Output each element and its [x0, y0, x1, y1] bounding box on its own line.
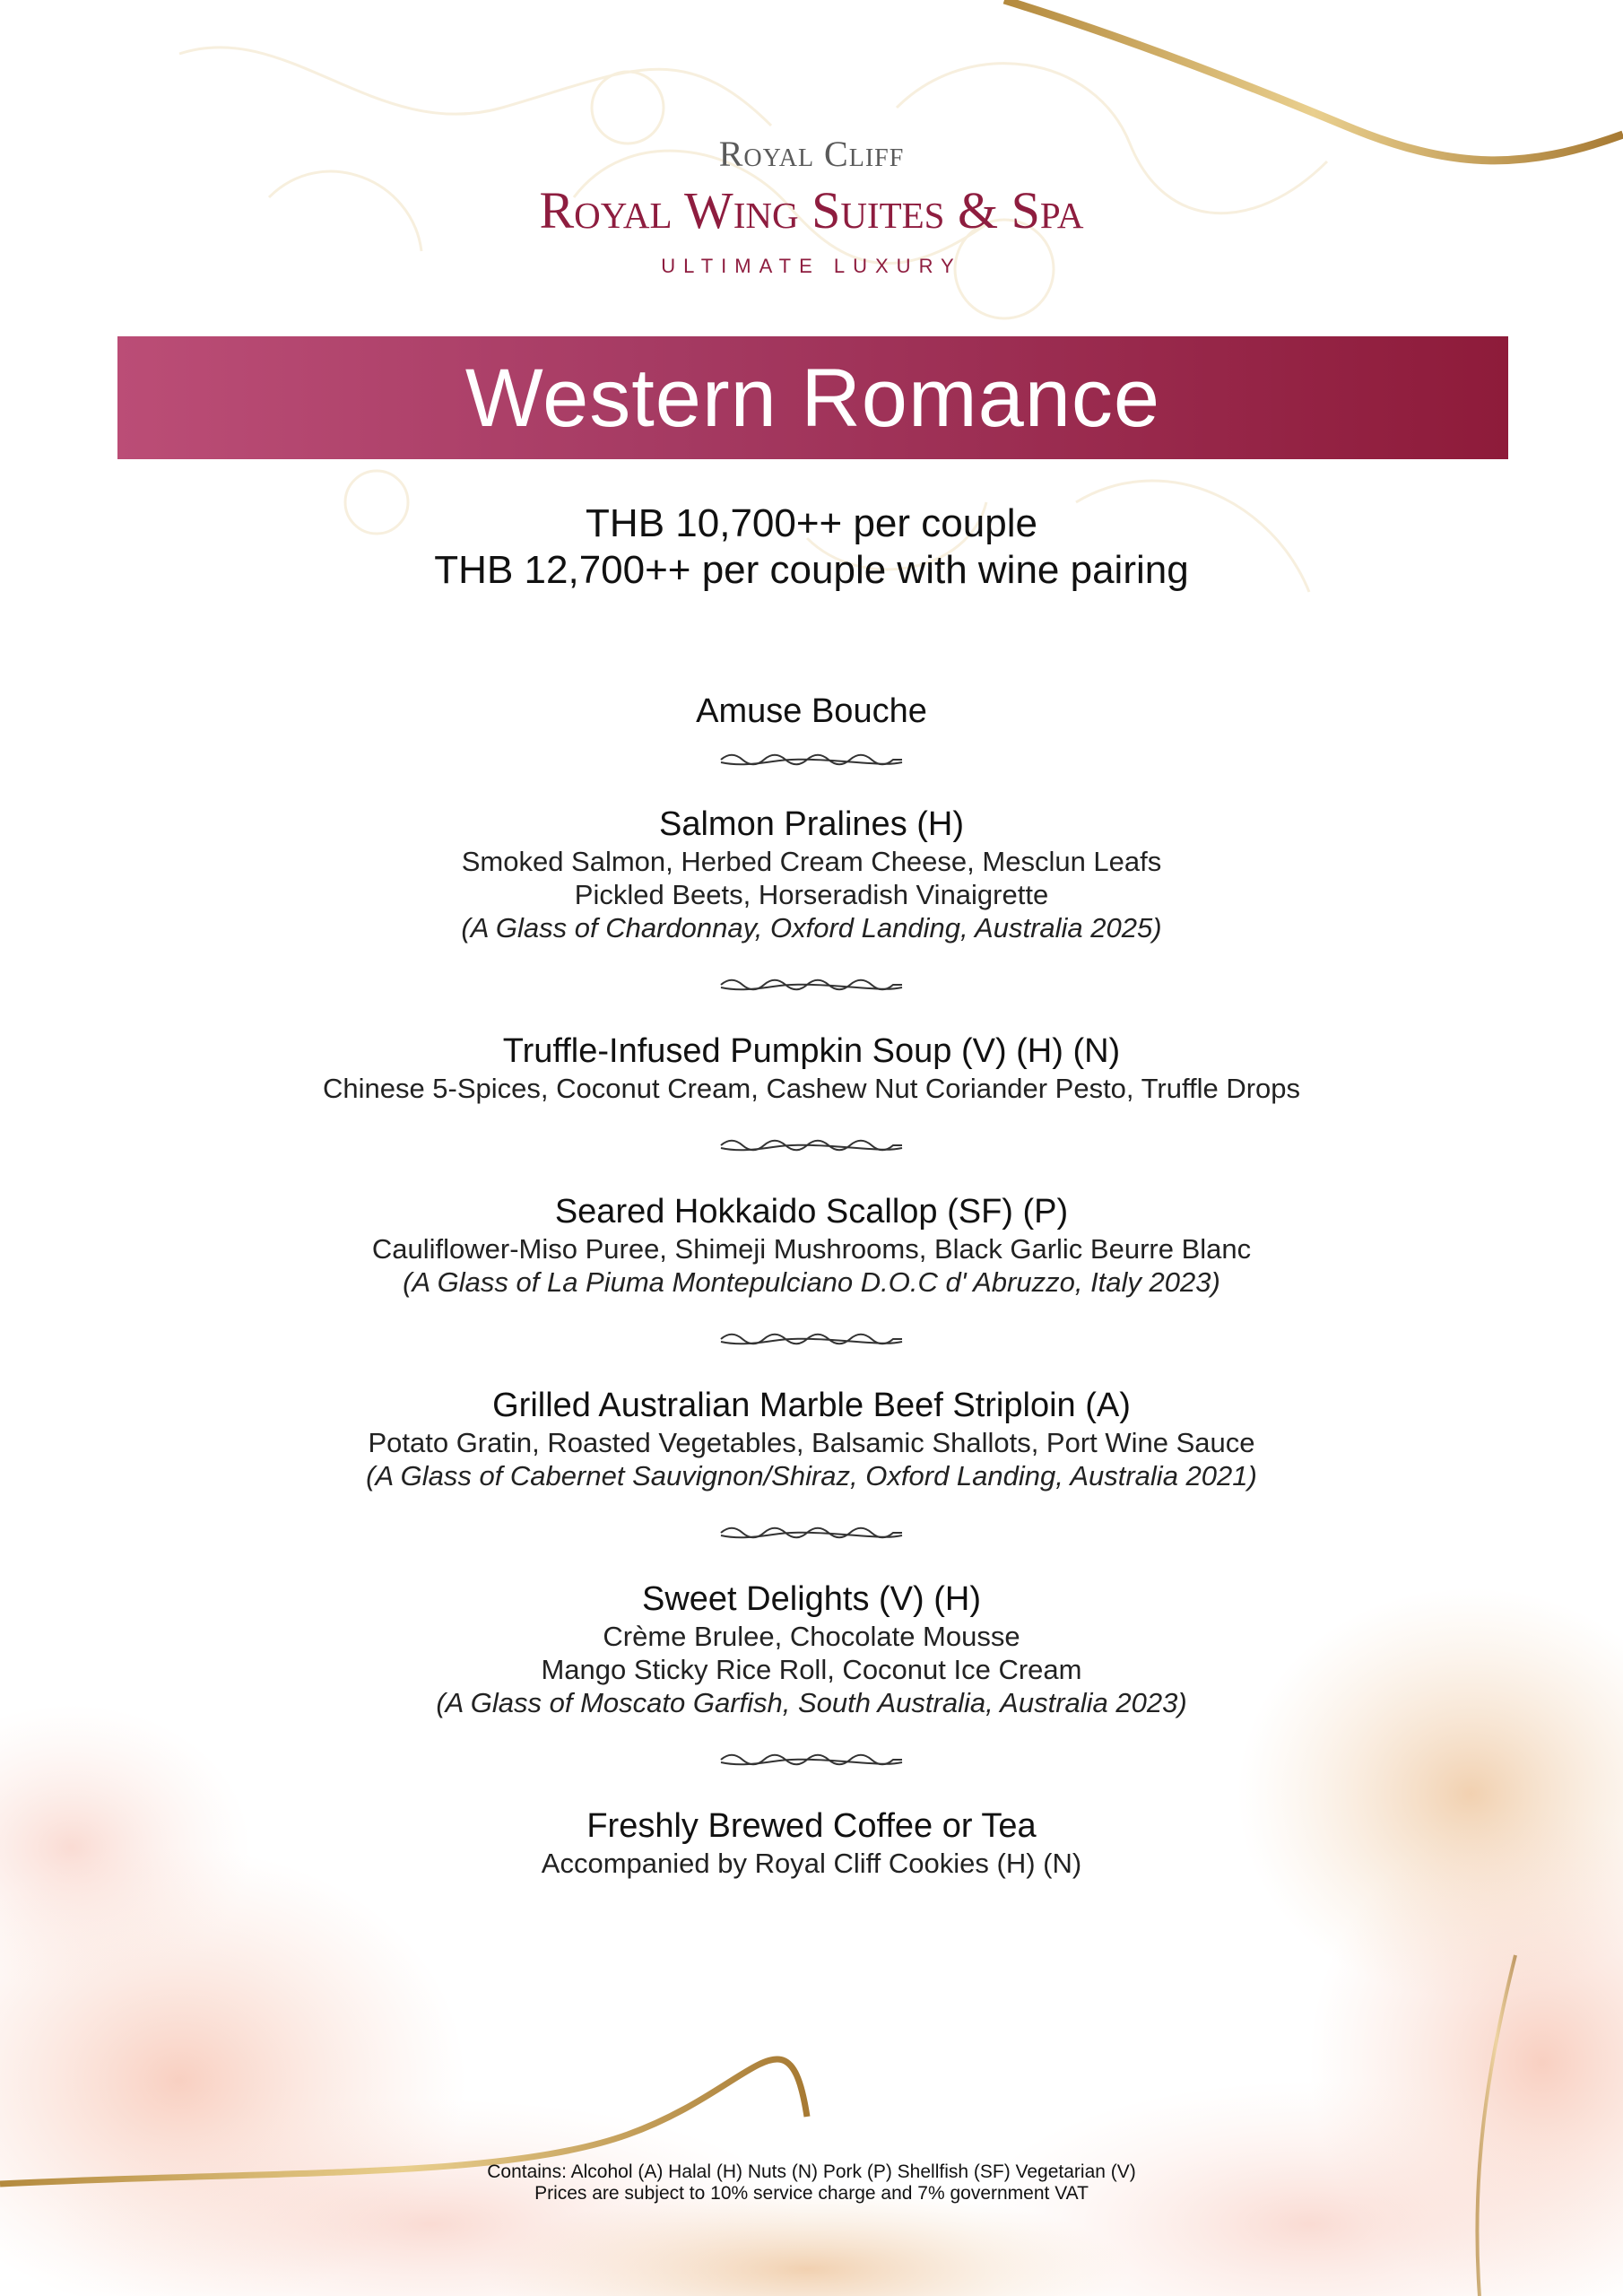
course-description: Chinese 5-Spices, Coconut Cream, Cashew Nut Coriander Pesto, Truffle Drops — [322, 1073, 1301, 1104]
title-banner — [117, 336, 1508, 459]
logo-brand: Royal Cliff — [718, 134, 905, 174]
course-item — [0, 1578, 1623, 1719]
course-list — [0, 691, 1623, 1880]
course-description: Potato Gratin, Roasted Vegetables, Balsamic Shallots, Port Wine Sauce — [368, 1427, 1255, 1458]
logo-name: Royal Wing Suites & Spa — [539, 181, 1084, 239]
course-title: Freshly Brewed Coffee or Tea — [586, 1807, 1037, 1845]
price-wine-pairing: THB 12,700++ per couple with wine pairing — [434, 548, 1189, 592]
course-description: Mango Sticky Rice Roll, Coconut Ice Cream — [541, 1654, 1082, 1685]
course-title: Grilled Australian Marble Beef Striploin (A) — [492, 1387, 1131, 1424]
price-couple: THB 10,700++ per couple — [586, 501, 1037, 545]
course-title: Sweet Delights (V) (H) — [642, 1580, 981, 1618]
course-description: Accompanied by Royal Cliff Cookies (H) (N) — [541, 1848, 1082, 1879]
ornament-divider-icon — [719, 1331, 904, 1347]
course-item — [0, 1385, 1623, 1492]
course-item — [0, 804, 1623, 944]
course-item — [0, 1805, 1623, 1880]
ornament-divider-icon — [719, 977, 904, 993]
course-description: Pickled Beets, Horseradish Vinaigrette — [574, 879, 1049, 910]
course-title: Truffle-Infused Pumpkin Soup (V) (H) (N) — [502, 1032, 1121, 1070]
wine-pairing: (A Glass of La Piuma Montepulciano D.O.C d' Abruzzo, Italy 2023) — [403, 1266, 1220, 1298]
allergen-legend: Contains: Alcohol (A) Halal (H) Nuts (N) Pork (P) Shellfish (SF) Vegetarian (V) — [487, 2161, 1136, 2182]
page-title: Western Romance — [464, 352, 1161, 444]
amuse-bouche: Amuse Bouche — [696, 692, 927, 730]
logo — [0, 133, 1623, 280]
course-title: Seared Hokkaido Scallop (SF) (P) — [554, 1193, 1069, 1231]
course-description: Cauliflower-Miso Puree, Shimeji Mushrooms, Black Garlic Beurre Blanc — [371, 1233, 1252, 1265]
ornament-divider-icon — [719, 752, 904, 768]
course-item — [0, 1031, 1623, 1105]
course-title: Salmon Pralines (H) — [659, 805, 964, 843]
ornament-divider-icon — [719, 1752, 904, 1768]
service-charge-note: Prices are subject to 10% service charge and 7% government VAT — [534, 2183, 1089, 2204]
ornament-divider-icon — [719, 1137, 904, 1153]
wine-pairing: (A Glass of Cabernet Sauvignon/Shiraz, Oxford Landing, Australia 2021) — [366, 1460, 1257, 1492]
logo-tagline: ULTIMATE LUXURY — [661, 255, 962, 277]
wine-pairing: (A Glass of Chardonnay, Oxford Landing, Australia 2025) — [461, 912, 1162, 944]
course-description: Smoked Salmon, Herbed Cream Cheese, Mesclun Leafs — [461, 846, 1162, 877]
course-description: Crème Brulee, Chocolate Mousse — [603, 1621, 1020, 1652]
wine-pairing: (A Glass of Moscato Garfish, South Australia, Australia 2023) — [436, 1687, 1187, 1718]
footer — [0, 2161, 1623, 2205]
price-block — [0, 500, 1623, 594]
ornament-divider-icon — [719, 1525, 904, 1541]
course-item — [0, 1191, 1623, 1299]
